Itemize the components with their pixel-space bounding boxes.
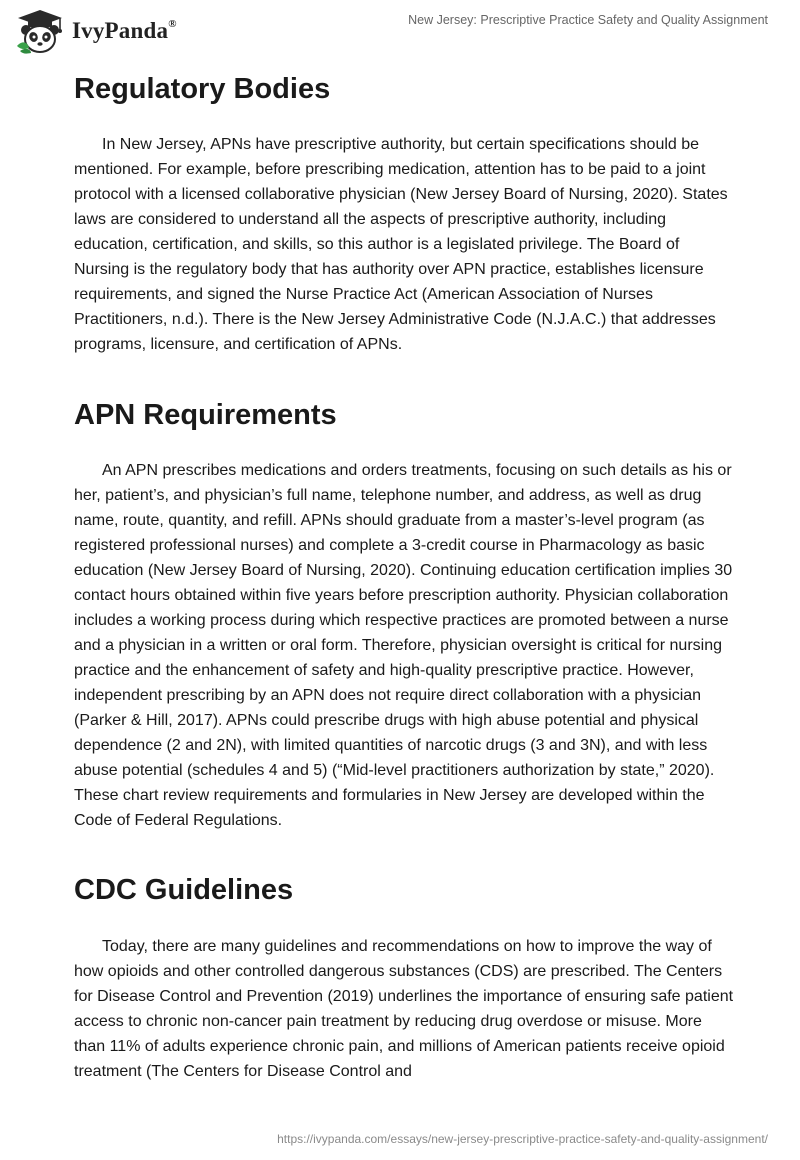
source-url-link[interactable]: https://ivypanda.com/essays/new-jersey-prescriptive-practice-safety-and-quality-assignment/ [277, 1132, 768, 1146]
page-header [0, 0, 800, 60]
section-paragraph-cdc-guidelines: Today, there are many guidelines and recommendations on how to improve the way of how opioids and other controlled dangerous substances (CDS) are prescribed. The Centers for Disease Control and Prevention (2019) underlines the importance of ensuring safe patient access to chronic non-cancer pain treatment by reducing drug overdose or misuse. More than 11% of adults experience chronic pain, and millions of American patients receive opioid treatment (The Centers for Disease Control and [74, 938, 734, 1080]
section-paragraph-apn-requirements: An APN prescribes medications and orders treatments, focusing on such details as his or her, patient’s, and physician’s full name, telephone number, and address, as well as drug name, route, quantity, and refill. APNs should graduate from a master’s-level program (as registered professional nurses) and complete a 3-credit course in Pharmacology as basic education (New Jersey Board of Nursing, 2020). Continuing education certification implies 30 contact hours obtained within five years before prescription authority. Physician collaboration includes a working process during which respective practices are promoted between a nurse and a physician in a written or oral form. Therefore, physician oversight is critical for nursing practice and the enhancement of safety and high-quality prescriptive practice. However, independent prescribing by an APN does not require direct collaboration with a physician (Parker & Hill, 2017). APNs could prescribe drugs with high abuse potential and physical dependence (2 and 2N), with limited quantities of narcotic drugs (3 and 3N), and with less abuse potential (schedules 4 and 5) (“Mid-level practitioners authorization by state,” 2020). These chart review requirements and formularies in New Jersey are developed within the Code of Federal Regulations. [74, 462, 733, 829]
panda-graduate-icon [14, 8, 66, 54]
document-title: New Jersey: Prescriptive Practice Safety and Quality Assignment [408, 13, 768, 27]
section-heading-apn-requirements: APN Requirements [74, 399, 337, 431]
section-heading-regulatory-bodies: Regulatory Bodies [74, 73, 331, 105]
brand-name: IvyPanda® [72, 18, 177, 43]
ivypanda-logo[interactable] [14, 8, 177, 54]
section-heading-cdc-guidelines: CDC Guidelines [74, 874, 294, 906]
section-paragraph-regulatory-bodies: In New Jersey, APNs have prescriptive authority, but certain specifications should be mentioned. For example, before prescribing medication, attention has to be paid to a joint protocol with a licensed collaborative physician (New Jersey Board of Nursing, 2020). States laws are considered to understand all the aspects of prescriptive authority, including education, certification, and skills, so this author is a legislated privilege. The Board of Nursing is the regulatory body that has authority over APN practice, establishes licensure requirements, and signed the Nurse Practice Act (American Association of Nurses Practitioners, n.d.). There is the New Jersey Administrative Code (N.J.A.C.) that addresses programs, licensure, and certification of APNs. [74, 136, 728, 353]
